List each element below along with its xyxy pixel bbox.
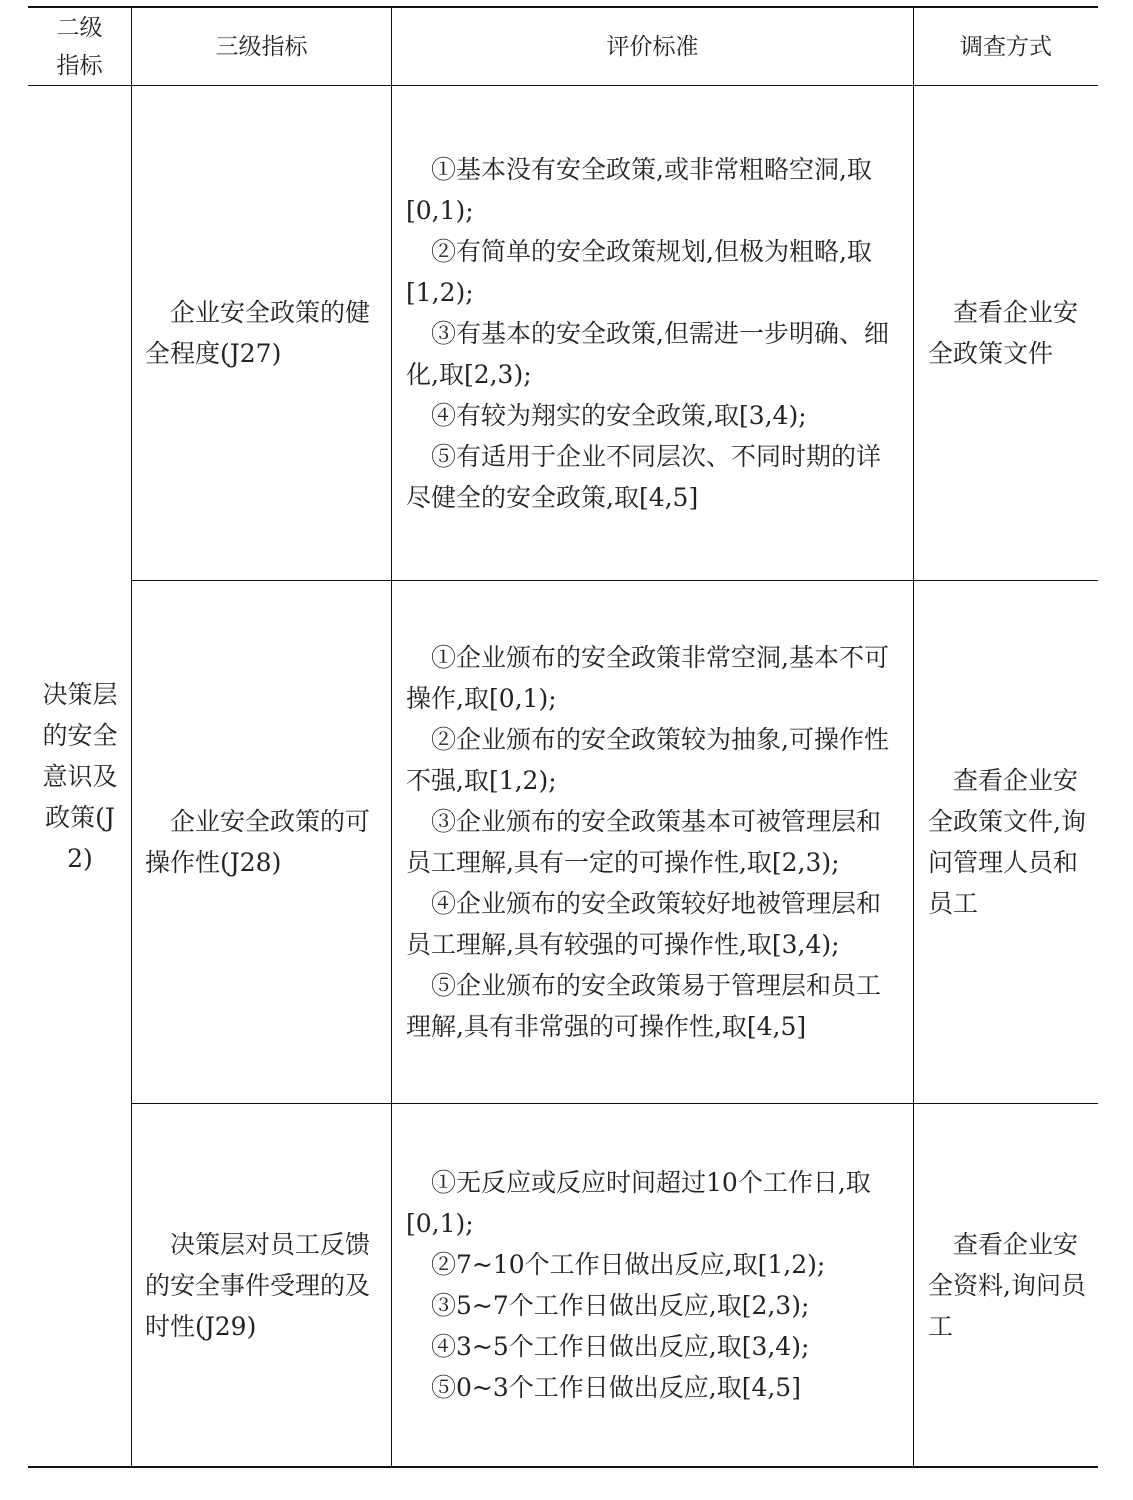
row1-indicator-text: 企业安全政策的健全程度(J27) xyxy=(145,298,371,368)
row3-criteria-1: ①无反应或反应时间超过10个工作日,取[0,1); xyxy=(406,1168,871,1238)
col-rule-1 xyxy=(131,6,132,1467)
level2-indicator xyxy=(38,86,122,1466)
row3-indicator xyxy=(145,1104,383,1466)
row3-method-text: 查看企业安全资料,询问员工 xyxy=(928,1229,1086,1341)
row2-criteria-2: ②企业颁布的安全政策较为抽象,可操作性不强,取[1,2); xyxy=(406,725,889,795)
bottom-rule xyxy=(28,1466,1098,1468)
row2-criteria xyxy=(406,581,904,1103)
row2-indicator xyxy=(145,581,383,1103)
row3-criteria-4: ④3~5个工作日做出反应,取[3,4); xyxy=(431,1332,810,1361)
row2-indicator-text: 企业安全政策的可操作性(J28) xyxy=(145,807,371,877)
row2-method-text: 查看企业安全政策文件,询问管理人员和员工 xyxy=(928,766,1086,918)
row3-criteria-5: ⑤0~3个工作日做出反应,取[4,5] xyxy=(431,1373,801,1402)
header-level3: 三级指标 xyxy=(215,33,308,60)
level2-indicator-text: 决策层的安全意识及政策(J2) xyxy=(42,679,118,873)
row1-criteria-2: ②有简单的安全政策规划,但极为粗略,取[1,2); xyxy=(406,236,872,307)
row1-method xyxy=(928,86,1088,580)
row1-criteria xyxy=(406,86,904,580)
row2-criteria-5: ⑤企业颁布的安全政策易于管理层和员工理解,具有非常强的可操作性,取[4,5] xyxy=(406,971,882,1041)
row3-criteria xyxy=(406,1104,904,1466)
row3-method xyxy=(928,1104,1088,1466)
col-rule-2 xyxy=(391,6,392,1467)
col-rule-3 xyxy=(913,6,914,1467)
row1-criteria-4: ④有较为翔实的安全政策,取[3,4); xyxy=(431,400,807,430)
row2-method xyxy=(928,581,1088,1103)
row1-method-text: 查看企业安全政策文件 xyxy=(928,298,1079,368)
row2-criteria-3: ③企业颁布的安全政策基本可被管理层和员工理解,具有一定的可操作性,取[2,3); xyxy=(406,807,882,877)
row1-criteria-5: ⑤有适用于企业不同层次、不同时期的详尽健全的安全政策,取[4,5] xyxy=(406,441,882,512)
row1-criteria-1: ①基本没有安全政策,或非常粗略空洞,取[0,1); xyxy=(406,154,872,225)
row3-criteria-2: ②7~10个工作日做出反应,取[1,2); xyxy=(431,1250,826,1279)
row1-criteria-3: ③有基本的安全政策,但需进一步明确、细化,取[2,3); xyxy=(406,318,889,389)
header-criteria: 评价标准 xyxy=(606,33,699,60)
row3-indicator-text: 决策层对员工反馈的安全事件受理的及时性(J29) xyxy=(145,1229,371,1341)
row3-criteria-3: ③5~7个工作日做出反应,取[2,3); xyxy=(431,1291,810,1320)
header-level2: 二级 指标 xyxy=(56,14,103,79)
row2-criteria-1: ①企业颁布的安全政策非常空洞,基本不可操作,取[0,1); xyxy=(406,643,889,713)
row1-indicator xyxy=(145,86,383,580)
header-method: 调查方式 xyxy=(960,33,1052,60)
row2-criteria-4: ④企业颁布的安全政策较好地被管理层和员工理解,具有较强的可操作性,取[3,4); xyxy=(406,889,882,959)
